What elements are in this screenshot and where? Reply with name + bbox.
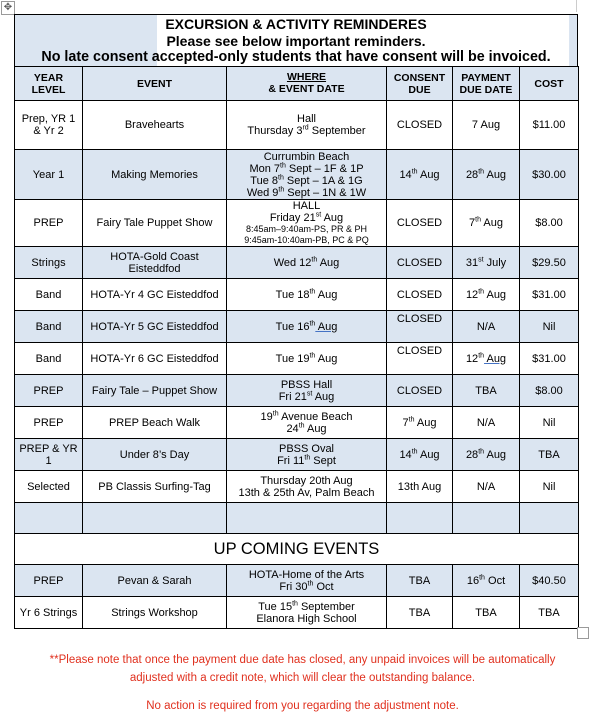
consent-cell: CLOSED xyxy=(387,375,453,407)
col-where xyxy=(227,67,387,101)
where-cell: Tue 19th Aug xyxy=(227,343,387,375)
cost-cell: $40.50 xyxy=(520,565,579,597)
where-cell: Tue 18th Aug xyxy=(227,279,387,311)
event-cell: HOTA-Yr 5 GC Eisteddfod xyxy=(83,311,227,343)
where-line: 19th Avenue Beach xyxy=(260,409,353,423)
payment-cell: 12th Aug xyxy=(453,279,520,311)
year-cell: Year 1 xyxy=(15,150,83,200)
where-cell xyxy=(227,439,387,471)
table-row xyxy=(15,471,579,503)
payment-cell: 7th Aug xyxy=(453,200,520,247)
event-cell: PB Classis Surfing-Tag xyxy=(83,471,227,503)
where-cell xyxy=(227,101,387,150)
table-row xyxy=(15,375,579,407)
where-line: Hall xyxy=(297,113,316,125)
where-cell: Wed 12th Aug xyxy=(227,247,387,279)
where-line: 9:45am-10:40am-PB, PC & PQ xyxy=(244,235,369,245)
cost-cell: TBA xyxy=(520,439,579,471)
consent-cell: CLOSED xyxy=(387,247,453,279)
event-cell: Bravehearts xyxy=(83,101,227,150)
upcoming-title-row xyxy=(15,534,579,565)
cost-cell: $29.50 xyxy=(520,247,579,279)
where-line: Tue 8th Sept – 1A & 1G xyxy=(250,173,363,187)
where-line: Thursday 3rd September xyxy=(247,124,366,137)
event-cell: Fairy Tale Puppet Show xyxy=(83,200,227,247)
consent-cell: TBA xyxy=(387,565,453,597)
year-cell: Selected xyxy=(15,471,83,503)
cost-cell: $31.00 xyxy=(520,343,579,375)
event-cell: HOTA-Yr 4 GC Eisteddfod xyxy=(83,279,227,311)
table-row xyxy=(15,200,579,247)
where-line: Friday 21st Aug xyxy=(269,211,344,224)
consent-notice: No late consent accepted-only students that have consent will be invoiced. xyxy=(41,49,551,65)
page-edge xyxy=(576,0,577,12)
col-payment: PAYMENT DUE DATE xyxy=(453,67,520,101)
year-cell: Band xyxy=(15,343,83,375)
payment-cell: TBA xyxy=(453,375,520,407)
where-cell xyxy=(227,407,387,439)
where-cell xyxy=(227,597,387,629)
table-row xyxy=(15,279,579,311)
payment-cell: 12th Aug xyxy=(453,343,520,375)
cost-cell: Nil xyxy=(520,471,579,503)
consent-cell: CLOSED xyxy=(387,101,453,150)
consent-cell: CLOSED xyxy=(387,279,453,311)
reminders-table xyxy=(14,66,579,629)
payment-cell: 28th Aug xyxy=(453,439,520,471)
header-block xyxy=(14,14,578,68)
event-cell: Strings Workshop xyxy=(83,597,227,629)
event-cell: HOTA-Gold Coast Eisteddfod xyxy=(83,247,227,279)
table-row xyxy=(15,343,579,375)
consent-cell: CLOSED xyxy=(387,200,453,247)
where-line: 8:45am–9:40am-PS, PR & PH xyxy=(245,224,368,234)
table-row xyxy=(15,247,579,279)
payment-cell: N/A xyxy=(453,311,520,343)
empty-row xyxy=(15,503,579,534)
where-cell xyxy=(227,150,387,200)
page-title: EXCURSION & ACTIVITY REMINDERES xyxy=(165,16,427,32)
col-year-level: YEAR LEVEL xyxy=(15,67,83,101)
payment-cell: N/A xyxy=(453,471,520,503)
consent-cell: 14th Aug xyxy=(387,439,453,471)
where-line: 13th & 25th Av, Palm Beach xyxy=(238,486,375,499)
event-cell: Pevan & Sarah xyxy=(83,565,227,597)
where-line: Fri 21st Aug xyxy=(278,389,335,403)
where-line: Fri 11th Sept xyxy=(277,453,336,467)
col-cost: COST xyxy=(520,67,579,101)
table-row xyxy=(15,407,579,439)
event-cell: HOTA-Yr 6 GC Eisteddfod xyxy=(83,343,227,375)
where-cell xyxy=(227,565,387,597)
cost-cell: Nil xyxy=(520,311,579,343)
payment-cell: 7 Aug xyxy=(453,101,520,150)
where-line: Wed 9th Sept – 1N & 1W xyxy=(246,185,367,199)
where-line: Elanora High School xyxy=(256,612,357,625)
payment-cell: N/A xyxy=(453,407,520,439)
year-cell: PREP xyxy=(15,565,83,597)
payment-cell: 31st July xyxy=(453,247,520,279)
where-line: Fri 30th Oct xyxy=(279,579,334,593)
no-action-note: No action is required from you regarding the adjustment note. xyxy=(146,700,459,712)
year-cell: Yr 6 Strings xyxy=(15,597,83,629)
where-cell: Tue 16th Aug xyxy=(227,311,387,343)
table-row xyxy=(15,597,579,629)
where-line: Tue 15th September xyxy=(258,599,355,613)
cost-cell: $11.00 xyxy=(520,101,579,150)
where-line: HALL xyxy=(292,200,321,212)
table-row xyxy=(15,565,579,597)
consent-cell: TBA xyxy=(387,597,453,629)
event-cell: Fairy Tale – Puppet Show xyxy=(83,375,227,407)
col-where-label: WHERE xyxy=(286,71,327,83)
year-cell: PREP xyxy=(15,407,83,439)
where-line: Mon 7th Sept – 1F & 1P xyxy=(249,161,364,175)
col-event: EVENT xyxy=(83,67,227,101)
consent-cell: 14th Aug xyxy=(387,150,453,200)
consent-cell: 7th Aug xyxy=(387,407,453,439)
where-line: PBSS Hall xyxy=(280,378,333,391)
consent-cell: 13th Aug xyxy=(387,471,453,503)
table-row xyxy=(15,150,579,200)
year-cell: PREP xyxy=(15,375,83,407)
table-row xyxy=(15,439,579,471)
event-cell: Under 8’s Day xyxy=(83,439,227,471)
payment-cell: TBA xyxy=(453,597,520,629)
page-subtitle: Please see below important reminders. xyxy=(166,33,426,49)
year-cell: Band xyxy=(15,279,83,311)
cost-cell: TBA xyxy=(520,597,579,629)
cost-cell: Nil xyxy=(520,407,579,439)
where-line: PBSS Oval xyxy=(278,442,335,455)
where-line: Thursday 20th Aug xyxy=(260,474,353,487)
year-cell: Strings xyxy=(15,247,83,279)
where-line: HOTA-Home of the Arts xyxy=(248,568,365,581)
payment-cell: 16th Oct xyxy=(453,565,520,597)
table-row xyxy=(15,101,579,150)
cost-cell: $8.00 xyxy=(520,375,579,407)
where-cell xyxy=(227,200,387,247)
where-line: 24th Aug xyxy=(286,421,327,435)
consent-cell: CLOSED xyxy=(387,311,453,343)
year-cell: Prep, YR 1 & Yr 2 xyxy=(15,101,83,150)
resize-handle-icon[interactable] xyxy=(577,627,589,639)
payment-note-line2: adjusted with a credit note, which will clear the outstanding balance. xyxy=(129,672,476,684)
col-where-rest: & EVENT DATE xyxy=(268,83,345,95)
move-handle-icon[interactable]: ✥ xyxy=(1,1,15,15)
where-cell xyxy=(227,471,387,503)
year-cell: Band xyxy=(15,311,83,343)
consent-cell: CLOSED xyxy=(387,343,453,375)
col-consent: CONSENT DUE xyxy=(387,67,453,101)
year-cell: PREP & YR 1 xyxy=(15,439,83,471)
event-cell: Making Memories xyxy=(83,150,227,200)
table-header-row xyxy=(15,67,579,101)
upcoming-title: UP COMING EVENTS xyxy=(15,534,579,565)
cost-cell: $31.00 xyxy=(520,279,579,311)
payment-note-line1: **Please note that once the payment due date has closed, any unpaid invoices will be automatically xyxy=(49,654,556,666)
where-line: Currumbin Beach xyxy=(263,150,350,163)
where-cell xyxy=(227,375,387,407)
cost-cell: $30.00 xyxy=(520,150,579,200)
cost-cell: $8.00 xyxy=(520,200,579,247)
event-cell: PREP Beach Walk xyxy=(83,407,227,439)
year-cell: PREP xyxy=(15,200,83,247)
payment-cell: 28th Aug xyxy=(453,150,520,200)
table-row xyxy=(15,311,579,343)
